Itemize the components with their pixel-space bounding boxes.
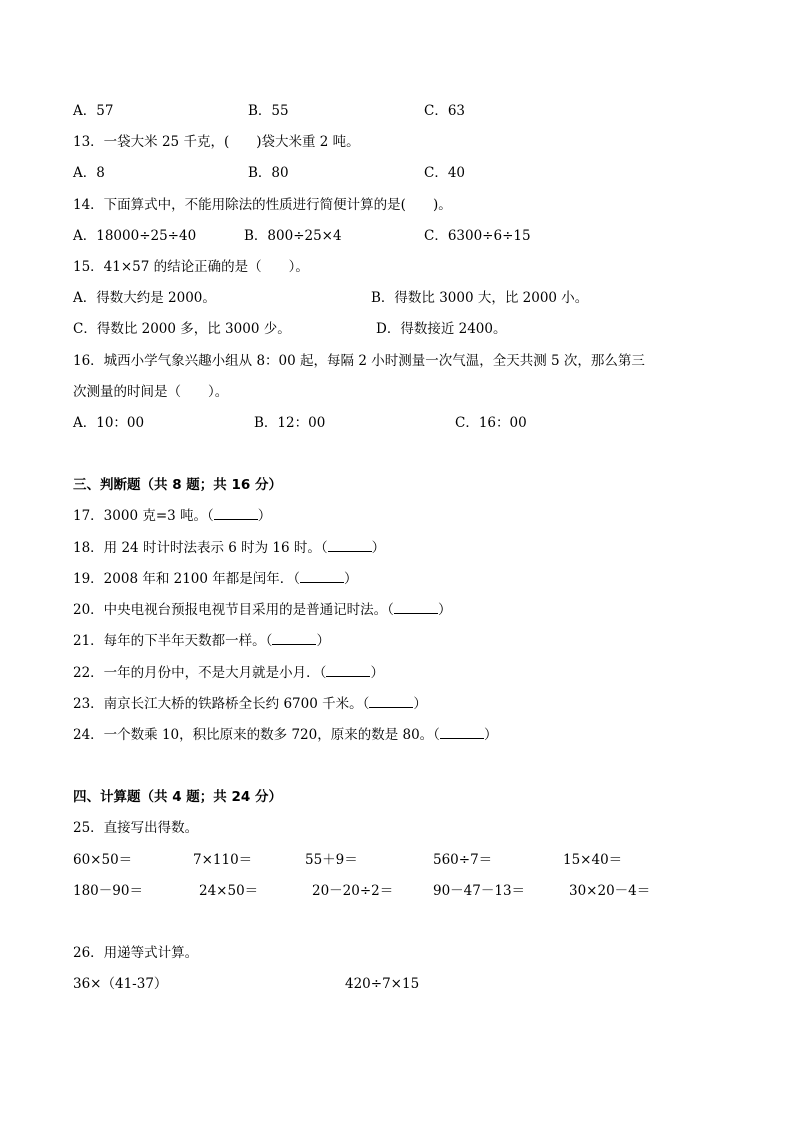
section3-title: 三、判断题（共 8 题；共 16 分） (73, 477, 282, 493)
q15-option-b: B．得数比 3000 大，比 2000 小。 (371, 290, 589, 306)
q12-option-a: A．57 (73, 103, 114, 119)
q12-option-c: C．63 (424, 103, 466, 119)
q25-stem: 25．直接写出得数。 (73, 820, 199, 836)
calc-item: 15×40＝ (563, 852, 623, 868)
calc-item: 30×20－4＝ (569, 883, 651, 899)
q26-item: 36×（41-37） (73, 976, 168, 992)
calc-item: 180－90＝ (73, 883, 143, 899)
answer-blank[interactable] (328, 539, 372, 552)
q13-option-b: B．80 (248, 165, 289, 181)
q15-stem: 15．41×57 的结论正确的是（ ）。 (73, 259, 309, 275)
q13-option-a: A．8 (73, 165, 105, 181)
answer-blank[interactable] (394, 601, 438, 614)
q12-option-b: B．55 (248, 103, 289, 119)
q15-option-a: A．得数大约是 2000。 (73, 290, 216, 306)
answer-blank[interactable] (272, 632, 316, 645)
answer-blank[interactable] (440, 726, 484, 739)
q15-option-c: C．得数比 2000 多，比 3000 少。 (73, 321, 291, 337)
calc-item: 24×50＝ (199, 883, 259, 899)
calc-item: 20－20÷2＝ (312, 883, 394, 899)
answer-blank[interactable] (326, 664, 370, 677)
calc-item: 55＋9＝ (305, 852, 358, 868)
q16-stem-line1: 16．城西小学气象兴趣小组从 8：00 起，每隔 2 小时测量一次气温，全天共测 5 次，那么第三 (73, 353, 645, 369)
q26-stem: 26．用递等式计算。 (73, 945, 199, 961)
q26-item: 420÷7×15 (345, 976, 420, 992)
judge-item-19: 19．2008 年和 2100 年都是闰年．（ ） (73, 571, 358, 587)
judge-item-18: 18．用 24 时计时法表示 6 时为 16 时。（ ） (73, 540, 386, 556)
judge-item-20: 20．中央电视台预报电视节目采用的是普通记时法。（ ） (73, 602, 452, 618)
answer-blank[interactable] (300, 570, 344, 583)
judge-item-17: 17．3000 克=3 吨。（ ） (73, 508, 272, 524)
q16-option-b: B．12：00 (254, 415, 326, 431)
calc-item: 7×110＝ (193, 852, 253, 868)
judge-item-21: 21．每年的下半年天数都一样。（ ） (73, 633, 330, 649)
calc-item: 560÷7＝ (433, 852, 493, 868)
section4-title: 四、计算题（共 4 题；共 24 分） (73, 789, 282, 805)
q13-stem: 13．一袋大米 25 千克，( )袋大米重 2 吨。 (73, 134, 360, 150)
q14-option-a: A．18000÷25÷40 (73, 228, 197, 244)
judge-item-23: 23．南京长江大桥的铁路桥全长约 6700 千米。（ ） (73, 696, 427, 712)
q16-option-a: A．10：00 (73, 415, 145, 431)
answer-blank[interactable] (214, 507, 258, 520)
q13-option-c: C．40 (424, 165, 466, 181)
q16-option-c: C．16：00 (455, 415, 527, 431)
judge-item-22: 22．一年的月份中，不是大月就是小月．（ ） (73, 665, 384, 681)
judge-item-24: 24．一个数乘 10，积比原来的数多 720，原来的数是 80。（ ） (73, 727, 498, 743)
calc-item: 60×50＝ (73, 852, 133, 868)
calc-item: 90－47－13＝ (433, 883, 526, 899)
q14-option-c: C．6300÷6÷15 (424, 228, 531, 244)
q15-option-d: D．得数接近 2400。 (376, 321, 507, 337)
q14-stem: 14．下面算式中，不能用除法的性质进行简便计算的是( )。 (73, 197, 452, 213)
q14-option-b: B．800÷25×4 (244, 228, 342, 244)
answer-blank[interactable] (369, 695, 413, 708)
q16-stem-line2: 次测量的时间是（ ）。 (73, 384, 229, 400)
